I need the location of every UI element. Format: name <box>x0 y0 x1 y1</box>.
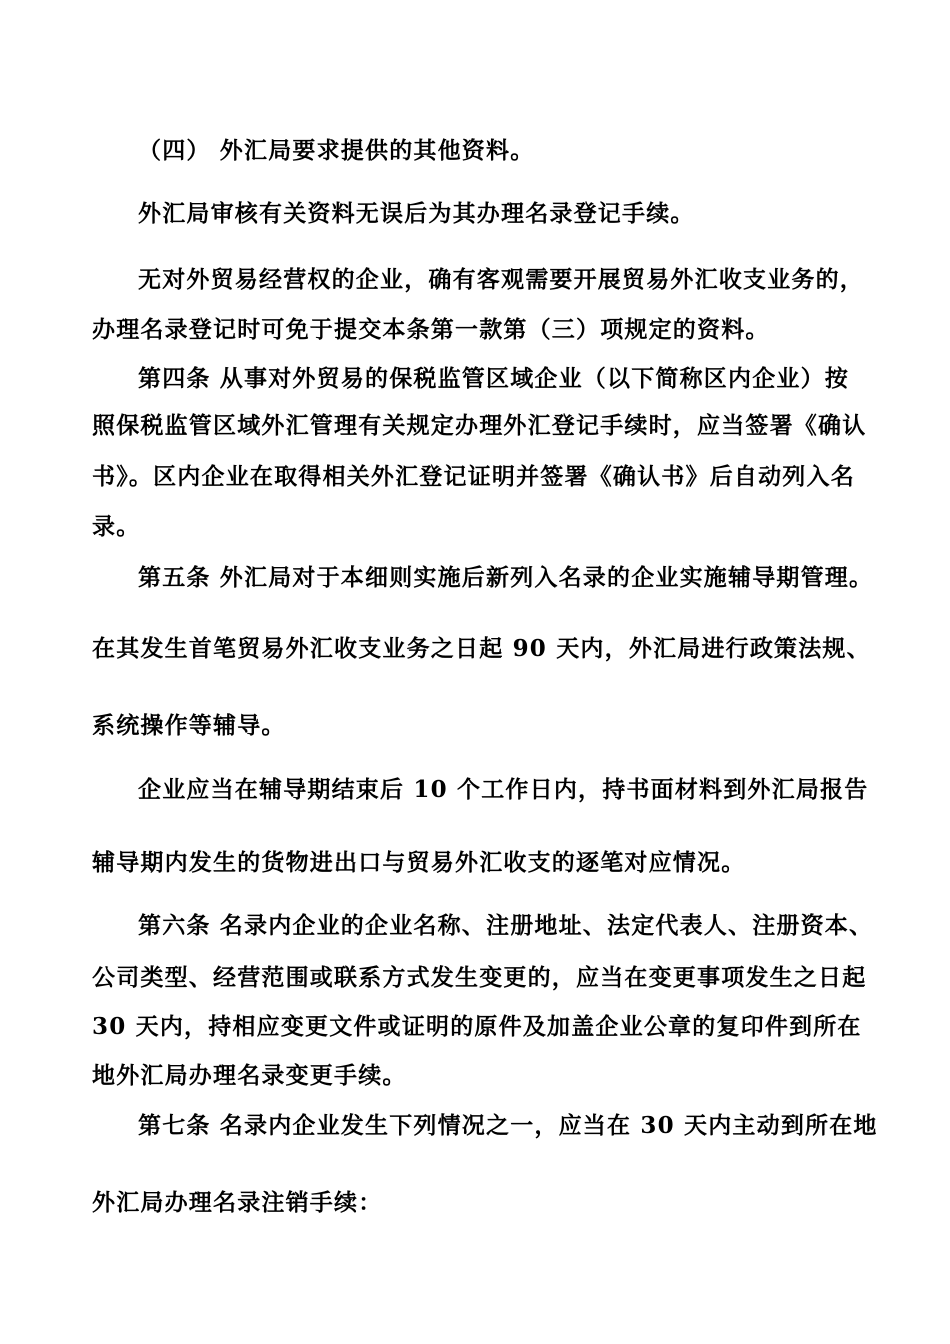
text-line-article-6-cont-2: 30 天内，持相应变更文件或证明的原件及加盖企业公章的复印件到所在 <box>92 1013 862 1040</box>
text-line-item-4: （四） 外汇局要求提供的其他资料。 <box>138 137 535 164</box>
text-line-article-4-cont-2: 书》。区内企业在取得相关外汇登记证明并签署《确认书》后自动列入名 <box>92 463 855 490</box>
text-line-no-trade-right: 无对外贸易经营权的企业，确有客观需要开展贸易外汇收支业务的， <box>138 266 864 293</box>
text-line-review-approval: 外汇局审核有关资料无误后为其办理名录登记手续。 <box>138 200 695 227</box>
text-line-article-6-cont-1: 公司类型、经营范围或联系方式发生变更的，应当在变更事项发生之日起 <box>92 964 867 991</box>
text-line-report-cont: 辅导期内发生的货物进出口与贸易外汇收支的逐笔对应情况。 <box>92 849 746 876</box>
article-6-heading-line: 第六条 名录内企业的企业名称、注册地址、法定代表人、注册资本、 <box>138 912 874 939</box>
text-line-exemption: 办理名录登记时可免于提交本条第一款第（三）项规定的资料。 <box>92 316 770 343</box>
article-7-heading-line: 第七条 名录内企业发生下列情况之一，应当在 30 天内主动到所在地 <box>138 1112 878 1139</box>
text-line-article-4-cont-3: 录。 <box>92 513 141 540</box>
text-line-article-5-cont-2: 系统操作等辅导。 <box>92 712 286 739</box>
article-5-heading-line: 第五条 外汇局对于本细则实施后新列入名录的企业实施辅导期管理。 <box>138 564 874 591</box>
text-line-article-7-cont: 外汇局办理名录注销手续： <box>92 1189 383 1216</box>
text-line-article-5-cont-1: 在其发生首笔贸易外汇收支业务之日起 90 天内，外汇局进行政策法规、 <box>92 635 871 662</box>
text-line-article-6-cont-3: 地外汇局办理名录变更手续。 <box>92 1062 407 1089</box>
text-line-report-after-guidance: 企业应当在辅导期结束后 10 个工作日内，持书面材料到外汇局报告 <box>138 776 869 803</box>
text-line-article-4-cont-1: 照保税监管区域外汇管理有关规定办理外汇登记手续时，应当签署《确认 <box>92 412 867 439</box>
article-4-heading-line: 第四条 从事对外贸易的保税监管区域企业（以下简称区内企业）按 <box>138 365 850 392</box>
